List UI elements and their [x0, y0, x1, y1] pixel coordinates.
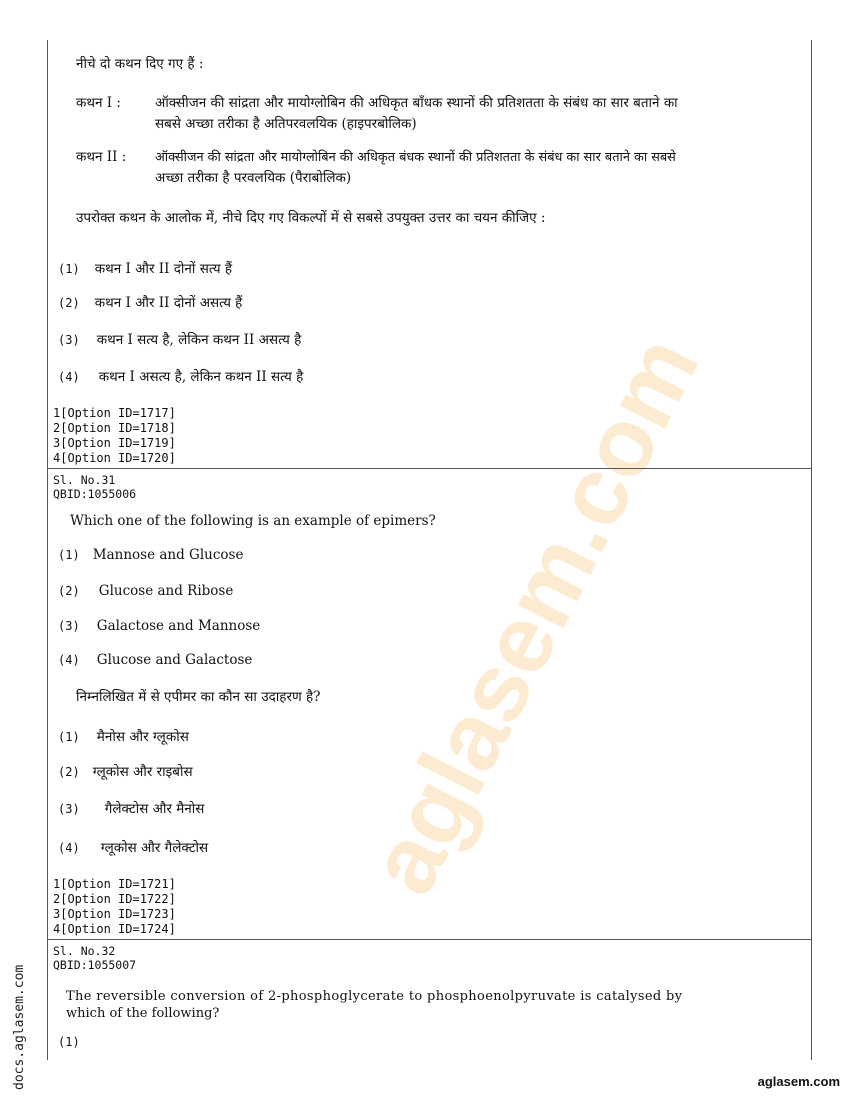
- option-id: 3[Option ID=1719]: [53, 436, 176, 450]
- option-number: (3): [58, 619, 80, 633]
- option-number: (2): [58, 765, 80, 779]
- option-id: 1[Option ID=1717]: [53, 406, 176, 420]
- option-text: Galactose and Mannose: [96, 618, 261, 634]
- q31-option-3-en[interactable]: [58, 615, 260, 634]
- option-id: 1[Option ID=1721]: [53, 877, 176, 891]
- q30-statement1-line2: सबसे अच्छा तरीका है अतिपरवलयिक (हाइपरबोलिक): [155, 116, 417, 132]
- question-frame: [47, 40, 812, 1060]
- q32-question-line1: The reversible conversion of 2-phosphoglycerate to phosphoenolpyruvate is catalysed by: [66, 989, 683, 1004]
- separator: [48, 939, 811, 940]
- option-number: (4): [58, 653, 80, 667]
- q31-option-3-hi[interactable]: [58, 798, 204, 817]
- serial-number: Sl. No.32: [53, 944, 116, 958]
- option-number: (4): [58, 370, 80, 384]
- option-number: (4): [58, 841, 80, 855]
- option-text: कथन I असत्य है, लेकिन कथन II सत्य है: [98, 369, 304, 385]
- option-text: ग्लूकोस और राइबोस: [92, 764, 193, 780]
- q31-option-2-en[interactable]: [58, 580, 233, 599]
- q30-prompt: उपरोक्त कथन के आलोक में, नीचे दिए गए विकल्पों में से सबसे उपयुक्त उत्तर का चयन कीजिए :: [76, 210, 546, 226]
- option-text: गैलेक्टोस और मैनोस: [104, 801, 205, 817]
- qbid: QBID:1055007: [53, 958, 137, 972]
- option-number: (2): [58, 584, 80, 598]
- q31-question-en: Which one of the following is an example of epimers?: [70, 513, 436, 529]
- option-number: (2): [58, 296, 80, 310]
- q31-option-2-hi[interactable]: [58, 761, 193, 780]
- q31-question-hi: निम्नलिखित में से एपीमर का कौन सा उदाहरण है?: [76, 689, 321, 705]
- option-text: Mannose and Glucose: [92, 547, 244, 563]
- separator: [48, 468, 811, 469]
- option-id: 4[Option ID=1724]: [53, 922, 176, 936]
- q31-option-4-hi[interactable]: [58, 837, 208, 856]
- option-id: 4[Option ID=1720]: [53, 451, 176, 465]
- option-text: Glucose and Galactose: [96, 652, 253, 668]
- option-text: मैनोस और ग्लूकोस: [96, 729, 189, 745]
- q30-option-ids: [53, 406, 176, 466]
- option-text: कथन I और II दोनों असत्य हैं: [94, 295, 243, 311]
- q32-question-line2: which of the following?: [66, 1006, 220, 1021]
- q31-header: [53, 473, 136, 501]
- side-url: docs.aglasem.com: [12, 964, 27, 1090]
- q31-option-ids: [53, 877, 176, 937]
- option-id: 3[Option ID=1723]: [53, 907, 176, 921]
- option-number: (3): [58, 802, 80, 816]
- q31-option-4-en[interactable]: [58, 649, 252, 668]
- q30-option-2[interactable]: [58, 292, 242, 311]
- option-text: Glucose and Ribose: [98, 583, 234, 599]
- qbid: QBID:1055006: [53, 487, 137, 501]
- q30-statement2-label: कथन II :: [76, 149, 127, 165]
- serial-number: Sl. No.31: [53, 473, 116, 487]
- q30-statement1-label: कथन I :: [76, 95, 121, 111]
- option-number: (1): [58, 730, 80, 744]
- q30-intro: नीचे दो कथन दिए गए हैं :: [76, 56, 204, 72]
- q30-statement2-line1: ऑक्सीजन की सांद्रता और मायोग्लोबिन की अधिकृत बंधक स्थानों की प्रतिशतता के संबंध का सार बताने का सबसे: [155, 150, 676, 165]
- option-text: कथन I सत्य है, लेकिन कथन II असत्य है: [96, 332, 302, 348]
- option-number: (3): [58, 333, 80, 347]
- q32-option-1-number[interactable]: (1): [58, 1035, 80, 1049]
- option-id: 2[Option ID=1722]: [53, 892, 176, 906]
- brand-logo-text[interactable]: aglasem.com: [757, 1074, 840, 1089]
- q30-statement2-line2: अच्छा तरीका है परवलयिक (पैराबोलिक): [155, 170, 352, 186]
- q30-option-3[interactable]: [58, 329, 301, 348]
- q30-statement1-line1: ऑक्सीजन की सांद्रता और मायोग्लोबिन की अधिकृत बाँधक स्थानों की प्रतिशतता के संबंध का सार बताने का: [155, 95, 678, 111]
- q31-option-1-en[interactable]: [58, 544, 243, 563]
- watermark: aglasem.com: [347, 319, 720, 911]
- option-id: 2[Option ID=1718]: [53, 421, 176, 435]
- option-text: कथन I और II दोनों सत्य हैं: [94, 261, 233, 277]
- option-number: (1): [58, 548, 80, 562]
- option-text: ग्लूकोस और गैलेक्टोस: [100, 840, 209, 856]
- q32-header: [53, 944, 136, 972]
- q30-option-4[interactable]: [58, 366, 303, 385]
- q30-option-1[interactable]: [58, 258, 232, 277]
- option-number: (1): [58, 262, 80, 276]
- q31-option-1-hi[interactable]: [58, 726, 189, 745]
